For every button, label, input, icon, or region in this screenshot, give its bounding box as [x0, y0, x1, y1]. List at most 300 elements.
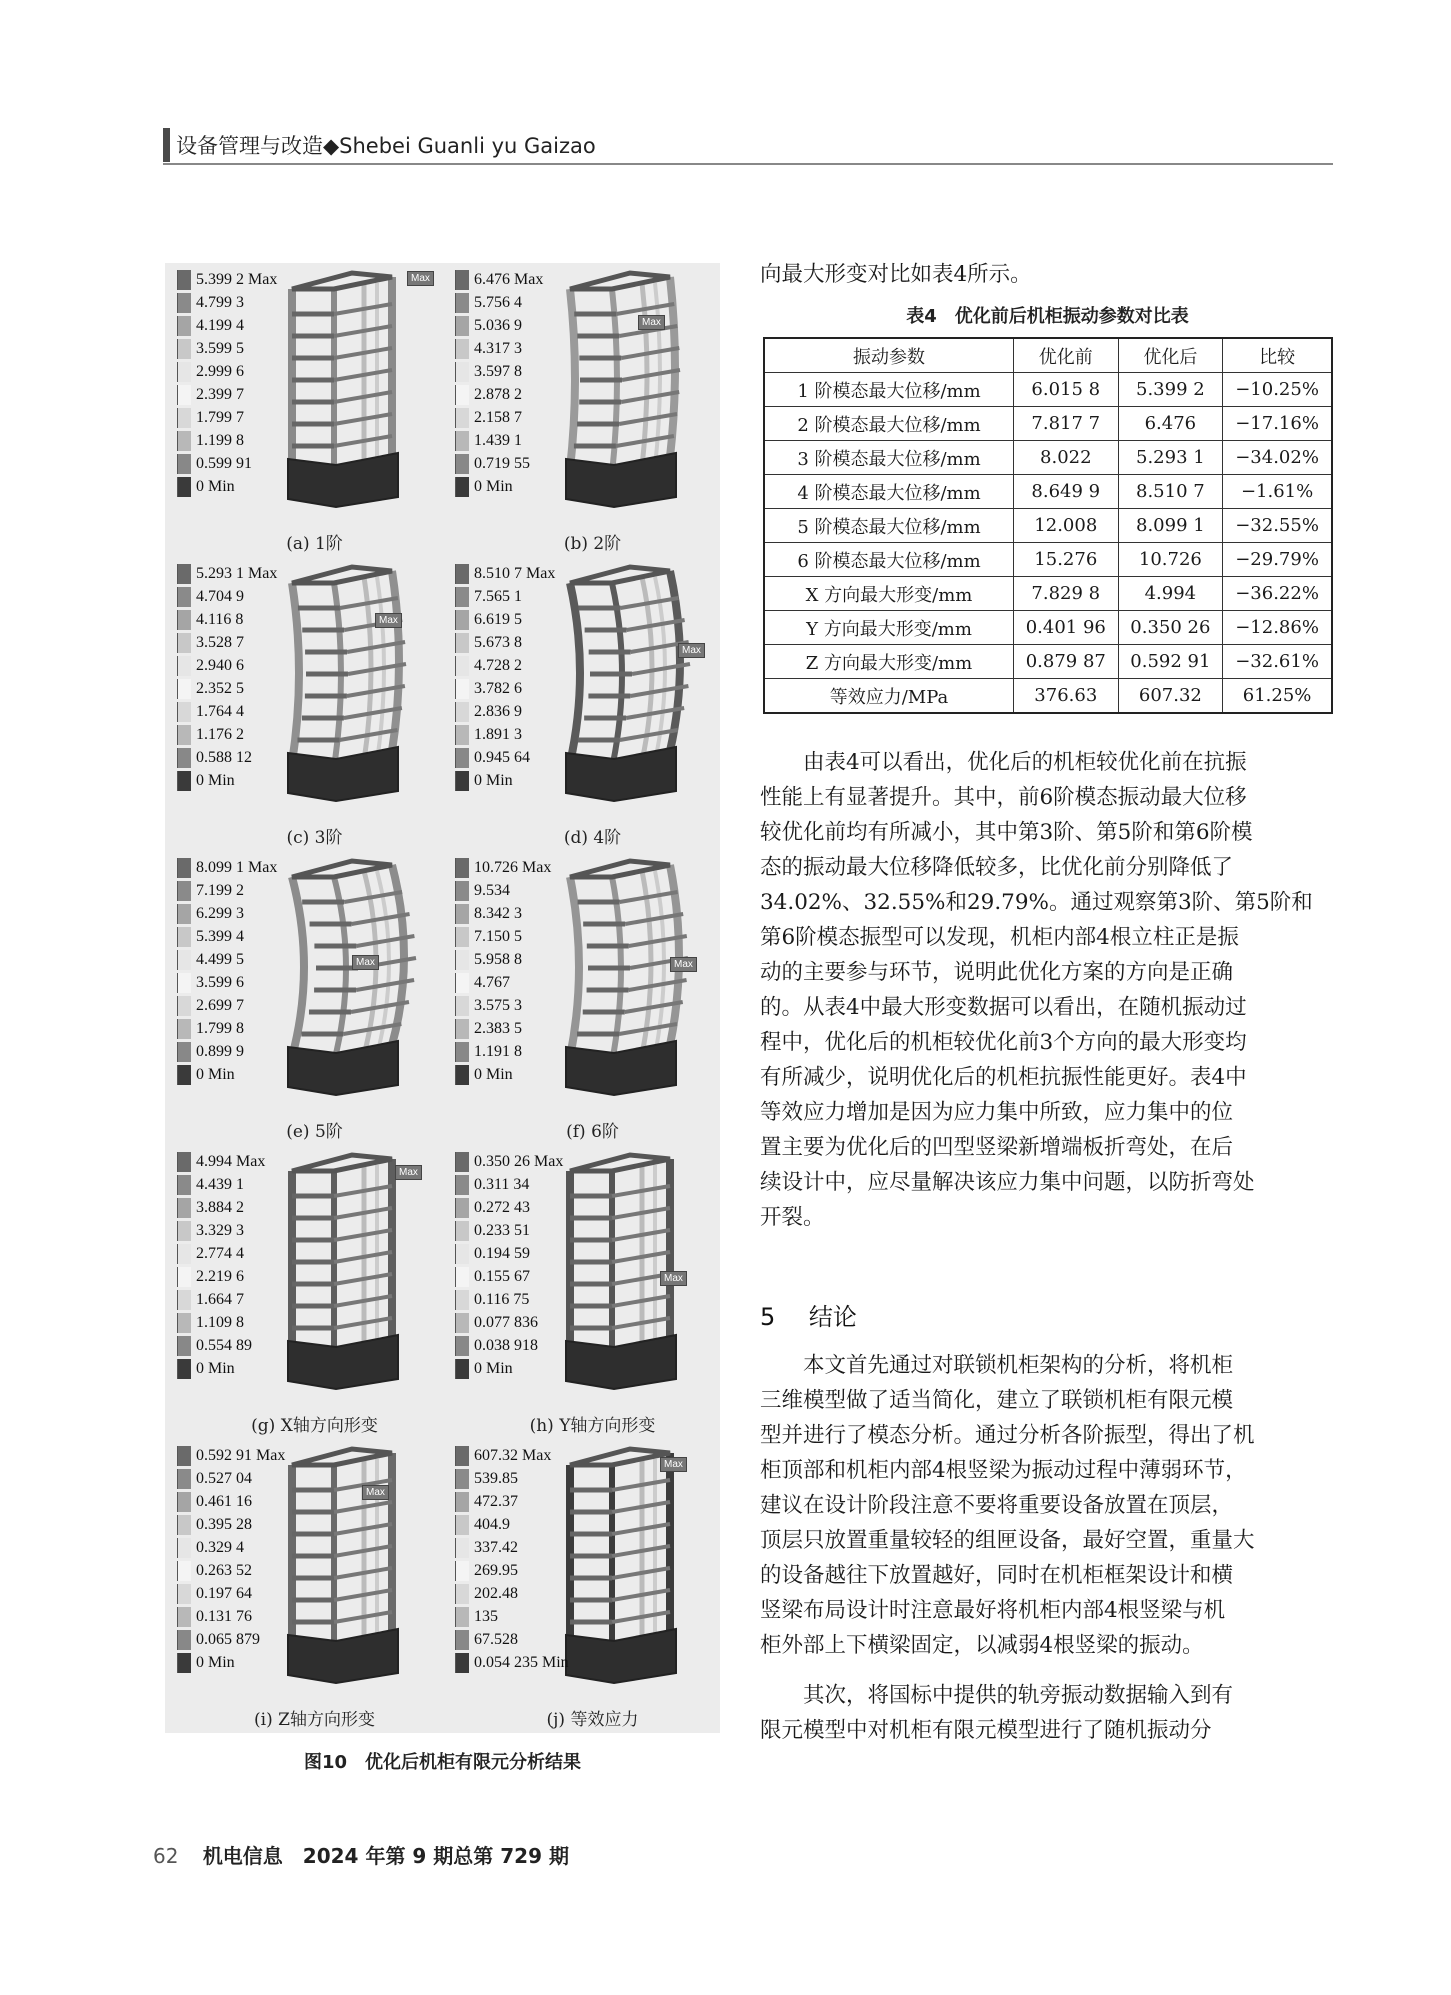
text-line: 限元模型中对机柜有限元模型进行了随机振动分: [760, 1718, 1212, 1743]
legend-swatch: [177, 1336, 191, 1356]
table-cell: −34.02%: [1223, 441, 1332, 475]
legend-label: 4.317 3: [474, 340, 522, 357]
legend-label: 0.350 26 Max: [474, 1153, 564, 1170]
legend-swatch: [455, 1359, 469, 1379]
text-line: 第6阶模态振型可以发现，机柜内部4根立柱正是振: [760, 925, 1239, 950]
legend-entry: [455, 586, 522, 608]
text-line: 续设计中，应尽量解决该应力集中问题，以防折弯处: [760, 1170, 1255, 1195]
legend-swatch: [455, 927, 469, 947]
legend-label: 6.619 5: [474, 611, 522, 628]
legend-label: 5.958 8: [474, 951, 522, 968]
legend-swatch: [455, 316, 469, 336]
legend-label: 0.155 67: [474, 1268, 530, 1285]
legend-label: 404.9: [474, 1516, 510, 1533]
legend-entry: [177, 857, 277, 879]
legend-label: 1.176 2: [196, 726, 244, 743]
legend-swatch: [177, 362, 191, 382]
table-cell: −32.61%: [1223, 645, 1332, 679]
legend-label: 8.510 7 Max: [474, 565, 556, 582]
figure-panel: [177, 269, 452, 557]
legend-label: 1.109 8: [196, 1314, 244, 1331]
legend-label: 337.42: [474, 1539, 518, 1556]
legend-entry: [455, 1537, 518, 1559]
legend-entry: [455, 857, 551, 879]
table-row: [764, 509, 1332, 543]
legend-swatch: [177, 1065, 191, 1085]
comparison-table: [763, 337, 1333, 714]
page-number: 62: [153, 1844, 179, 1868]
legend-label: 1.199 8: [196, 432, 244, 449]
legend-label: 0.131 76: [196, 1608, 252, 1625]
legend-swatch: [177, 1469, 191, 1489]
table-cell: −29.79%: [1223, 543, 1332, 577]
legend-label: 1.664 7: [196, 1291, 244, 1308]
legend-label: 1.799 8: [196, 1020, 244, 1037]
legend-entry: [455, 609, 522, 631]
subfigure-caption: (f) 6阶: [566, 1122, 619, 1142]
legend-label: 2.399 7: [196, 386, 244, 403]
legend-swatch: [455, 904, 469, 924]
legend-swatch: [455, 858, 469, 878]
table-cell: 5.293 1: [1118, 441, 1223, 475]
legend-entry: [177, 609, 243, 631]
legend-label: 0.527 04: [196, 1470, 252, 1487]
cabinet-model-image: [272, 563, 422, 803]
legend-entry: [177, 1629, 260, 1651]
table-cell: 0.401 96: [1014, 611, 1119, 645]
legend-entry: [455, 1583, 518, 1605]
subfigure-caption: (h) Y轴方向形变: [529, 1416, 656, 1436]
legend-entry: [177, 1606, 252, 1628]
legend-label: 0 Min: [196, 1360, 235, 1377]
legend-entry: [177, 315, 244, 337]
legend-entry: [177, 563, 277, 585]
table-cell: −12.86%: [1223, 611, 1332, 645]
legend-swatch: [455, 564, 469, 584]
header-rule: [163, 163, 1333, 165]
legend-entry: [455, 1018, 522, 1040]
legend-swatch: [177, 1561, 191, 1581]
legend-swatch: [177, 725, 191, 745]
legend-entry: [455, 949, 522, 971]
legend-swatch: [455, 1446, 469, 1466]
legend-swatch: [455, 408, 469, 428]
legend-swatch: [455, 1538, 469, 1558]
max-marker-tag: Max: [638, 315, 665, 330]
legend-entry: [177, 1652, 235, 1674]
legend-swatch: [455, 385, 469, 405]
legend-entry: [177, 1151, 265, 1173]
text-line: 开裂。: [760, 1205, 825, 1230]
legend-swatch: [177, 316, 191, 336]
legend-entry: [177, 1220, 244, 1242]
legend-label: 1.764 4: [196, 703, 244, 720]
table-cell: 5.399 2: [1118, 373, 1223, 407]
legend-swatch: [177, 1359, 191, 1379]
legend-swatch: [455, 725, 469, 745]
section-title: 结论: [808, 1303, 857, 1331]
legend-entry: [177, 949, 244, 971]
legend-label: 2.699 7: [196, 997, 244, 1014]
legend-label: 4.116 8: [196, 611, 244, 628]
subfigure-caption: (a) 1阶: [286, 534, 343, 554]
legend-swatch: [177, 408, 191, 428]
legend-label: 4.767: [474, 974, 510, 991]
legend-swatch: [455, 477, 469, 497]
legend-entry: [455, 632, 522, 654]
legend-entry: [455, 903, 522, 925]
legend-entry: [177, 1174, 244, 1196]
legend-entry: [177, 269, 277, 291]
table-cell: X 方向最大形变/mm: [764, 577, 1014, 611]
legend-entry: [455, 1652, 569, 1674]
legend-swatch: [177, 339, 191, 359]
legend-entry: [177, 1289, 244, 1311]
legend-entry: [455, 269, 543, 291]
legend-entry: [455, 1514, 510, 1536]
legend-entry: [177, 1197, 244, 1219]
legend-entry: [455, 1243, 530, 1265]
legend-label: 5.293 1 Max: [196, 565, 278, 582]
legend-label: 0.038 918: [474, 1337, 538, 1354]
legend-swatch: [455, 702, 469, 722]
legend-swatch: [177, 633, 191, 653]
legend-label: 0.272 43: [474, 1199, 530, 1216]
legend-entry: [455, 770, 513, 792]
max-marker-tag: Max: [660, 1457, 687, 1472]
table-cell: 4.994: [1118, 577, 1223, 611]
legend-swatch: [177, 1152, 191, 1172]
legend-entry: [177, 747, 252, 769]
table-cell: 6.476: [1118, 407, 1223, 441]
legend-label: 0 Min: [474, 1066, 513, 1083]
max-marker-tag: Max: [678, 643, 705, 658]
legend-label: 5.673 8: [474, 634, 522, 651]
legend-swatch: [177, 431, 191, 451]
legend-entry: [177, 1266, 244, 1288]
legend-label: 4.994 Max: [196, 1153, 266, 1170]
text-line: 由表4可以看出，优化后的机柜较优化前在抗振: [760, 750, 1247, 775]
text-line: 的。从表4中最大形变数据可以看出，在随机振动过: [760, 995, 1247, 1020]
text-line: 三维模型做了适当简化，建立了联锁机柜有限元模: [760, 1388, 1234, 1413]
legend-entry: [455, 1266, 530, 1288]
legend-label: 0.263 52: [196, 1562, 252, 1579]
legend-swatch: [177, 996, 191, 1016]
legend-label: 2.158 7: [474, 409, 522, 426]
legend-entry: [177, 1583, 252, 1605]
legend-entry: [455, 1312, 538, 1334]
cabinet-model-image: [272, 1151, 422, 1391]
table-row: [764, 543, 1332, 577]
legend-entry: [455, 361, 522, 383]
table-cell: 1 阶模态最大位移/mm: [764, 373, 1014, 407]
legend-label: 6.476 Max: [474, 271, 544, 288]
text-line: 柜外部上下横梁固定，以减弱4根竖梁的振动。: [760, 1633, 1204, 1658]
legend-label: 8.099 1 Max: [196, 859, 278, 876]
section-heading: [760, 1297, 857, 1332]
legend-label: 0.945 64: [474, 749, 530, 766]
cabinet-model-image: [550, 1445, 700, 1685]
legend-swatch: [455, 1042, 469, 1062]
text-line: 柜顶部和机柜内部4根竖梁为振动过程中薄弱环节，: [760, 1458, 1247, 1483]
legend-label: 0.588 12: [196, 749, 252, 766]
figure-panel: [177, 1151, 452, 1439]
legend-swatch: [455, 431, 469, 451]
text-line: 34.02%、32.55%和29.79%。通过观察第3阶、第5阶和: [760, 890, 1313, 915]
legend-swatch: [455, 1492, 469, 1512]
legend-swatch: [177, 1630, 191, 1650]
legend-label: 135: [474, 1608, 498, 1625]
text-line: 有所减少，说明优化后的机柜抗振性能更好。表4中: [760, 1065, 1247, 1090]
table-row: [764, 373, 1332, 407]
legend-swatch: [455, 1469, 469, 1489]
legend-entry: [455, 384, 522, 406]
cabinet-model-image: [550, 269, 700, 509]
table-cell: 8.510 7: [1118, 475, 1223, 509]
legend-label: 3.597 8: [474, 363, 522, 380]
table-cell: 5 阶模态最大位移/mm: [764, 509, 1014, 543]
header-text: 设备管理与改造◆Shebei Guanli yu Gaizao: [176, 134, 596, 158]
legend-swatch: [177, 904, 191, 924]
text-line: 性能上有显著提升。其中，前6阶模态振动最大位移: [760, 785, 1247, 810]
legend-label: 0.329 4: [196, 1539, 244, 1556]
legend-entry: [455, 430, 522, 452]
legend-swatch: [177, 1313, 191, 1333]
legend-swatch: [177, 950, 191, 970]
legend-entry: [177, 880, 244, 902]
subfigure-caption: (i) Z轴方向形变: [254, 1710, 375, 1730]
legend-label: 7.199 2: [196, 882, 244, 899]
legend-label: 3.599 5: [196, 340, 244, 357]
legend-swatch: [177, 1607, 191, 1627]
table-cell: 0.592 91: [1118, 645, 1223, 679]
intro-line: 向最大形变对比如表4所示。: [760, 262, 1032, 287]
table-row: [764, 577, 1332, 611]
legend-label: 9.534: [474, 882, 510, 899]
legend-swatch: [177, 858, 191, 878]
legend-swatch: [455, 996, 469, 1016]
cabinet-model-image: [550, 857, 700, 1097]
legend-swatch: [455, 293, 469, 313]
table-row: [764, 475, 1332, 509]
figure-panel: [177, 857, 452, 1145]
text-line: 程中，优化后的机柜较优化前3个方向的最大形变均: [760, 1030, 1247, 1055]
table-cell: 3 阶模态最大位移/mm: [764, 441, 1014, 475]
legend-entry: [177, 586, 244, 608]
legend-entry: [455, 747, 530, 769]
legend-label: 3.528 7: [196, 634, 244, 651]
legend-swatch: [455, 1198, 469, 1218]
table-row: [764, 645, 1332, 679]
legend-entry: [177, 632, 244, 654]
legend-swatch: [455, 656, 469, 676]
legend-label: 202.48: [474, 1585, 518, 1602]
legend-entry: [455, 292, 522, 314]
legend-label: 3.782 6: [474, 680, 522, 697]
legend-label: 539.85: [474, 1470, 518, 1487]
legend-label: 0 Min: [474, 1360, 513, 1377]
legend-label: 4.704 9: [196, 588, 244, 605]
legend-entry: [177, 384, 244, 406]
legend-entry: [177, 972, 244, 994]
legend-label: 2.352 5: [196, 680, 244, 697]
legend-swatch: [455, 587, 469, 607]
legend-entry: [177, 926, 244, 948]
text-line: 顶层只放置重量较轻的组匣设备，最好空置，重量大: [760, 1528, 1255, 1553]
legend-entry: [455, 453, 530, 475]
legend-entry: [455, 701, 522, 723]
legend-label: 2.940 6: [196, 657, 244, 674]
legend-entry: [177, 1064, 235, 1086]
table-row: [764, 441, 1332, 475]
table-cell: −1.61%: [1223, 475, 1332, 509]
legend-label: 0.197 64: [196, 1585, 252, 1602]
text-line: 较优化前均有所减小，其中第3阶、第5阶和第6阶模: [760, 820, 1253, 845]
legend-swatch: [177, 1244, 191, 1264]
subfigure-caption: (g) X轴方向形变: [251, 1416, 378, 1436]
table-cell: 12.008: [1014, 509, 1119, 543]
legend-entry: [177, 770, 235, 792]
legend-swatch: [455, 454, 469, 474]
text-line: 本文首先通过对联锁机柜架构的分析，将机柜: [760, 1353, 1234, 1378]
legend-swatch: [177, 1267, 191, 1287]
legend-entry: [455, 1358, 513, 1380]
legend-entry: [455, 1064, 513, 1086]
table-header-row: [764, 338, 1332, 373]
legend-swatch: [455, 270, 469, 290]
legend-entry: [177, 1018, 244, 1040]
table-cell: Z 方向最大形变/mm: [764, 645, 1014, 679]
legend-label: 0.311 34: [474, 1176, 530, 1193]
table-header-cell: 优化后: [1118, 338, 1223, 373]
legend-swatch: [177, 1584, 191, 1604]
legend-entry: [177, 678, 244, 700]
legend-entry: [455, 926, 522, 948]
legend-swatch: [177, 1221, 191, 1241]
legend-entry: [455, 338, 522, 360]
legend-swatch: [455, 1019, 469, 1039]
legend-label: 0.554 89: [196, 1337, 252, 1354]
legend-entry: [455, 1289, 529, 1311]
table-cell: Y 方向最大形变/mm: [764, 611, 1014, 645]
legend-entry: [455, 1220, 530, 1242]
legend-entry: [455, 1335, 538, 1357]
legend-swatch: [177, 454, 191, 474]
legend-swatch: [177, 679, 191, 699]
legend-label: 0.065 879: [196, 1631, 260, 1648]
legend-entry: [177, 1041, 244, 1063]
legend-swatch: [455, 973, 469, 993]
paragraph-conclusion: [760, 1348, 1335, 1663]
figure-caption: 图10 优化后机柜有限元分析结果: [303, 1752, 582, 1773]
legend-entry: [177, 1312, 244, 1334]
legend-swatch: [177, 270, 191, 290]
legend-swatch: [177, 1198, 191, 1218]
legend-entry: [177, 1514, 252, 1536]
cabinet-model-image: [272, 857, 422, 1097]
legend-entry: [455, 1041, 522, 1063]
legend-label: 472.37: [474, 1493, 518, 1510]
legend-label: 2.774 4: [196, 1245, 244, 1262]
legend-entry: [177, 655, 244, 677]
legend-label: 4.199 4: [196, 317, 244, 334]
text-line: 其次，将国标中提供的轨旁振动数据输入到有: [760, 1683, 1234, 1708]
table-cell: 376.63: [1014, 679, 1119, 714]
legend-entry: [177, 361, 244, 383]
text-line: 等效应力增加是因为应力集中所致，应力集中的位: [760, 1100, 1234, 1125]
legend-swatch: [455, 1515, 469, 1535]
legend-swatch: [177, 973, 191, 993]
subfigure-caption: (d) 4阶: [563, 828, 622, 848]
legend-label: 4.499 5: [196, 951, 244, 968]
legend-label: 1.439 1: [474, 432, 522, 449]
legend-swatch: [177, 1175, 191, 1195]
journal-info: 机电信息 2024 年第 9 期总第 729 期: [202, 1844, 569, 1868]
legend-entry: [455, 476, 513, 498]
legend-swatch: [455, 1221, 469, 1241]
legend-entry: [455, 1174, 529, 1196]
legend-swatch: [455, 1313, 469, 1333]
table-cell: 61.25%: [1223, 679, 1332, 714]
legend-entry: [455, 724, 522, 746]
table-cell: −32.55%: [1223, 509, 1332, 543]
legend-label: 3.575 3: [474, 997, 522, 1014]
legend-swatch: [455, 1175, 469, 1195]
legend-label: 5.756 4: [474, 294, 522, 311]
legend-label: 0 Min: [196, 772, 235, 789]
legend-entry: [455, 1560, 518, 1582]
legend-label: 2.878 2: [474, 386, 522, 403]
table-header-cell: 振动参数: [764, 338, 1014, 373]
legend-entry: [455, 972, 510, 994]
table-cell: 8.099 1: [1118, 509, 1223, 543]
figure-panel: [177, 1445, 452, 1733]
max-marker-tag: Max: [407, 271, 434, 286]
table-cell: 0.879 87: [1014, 645, 1119, 679]
table-cell: 等效应力/MPa: [764, 679, 1014, 714]
legend-entry: [177, 1335, 252, 1357]
legend-swatch: [455, 748, 469, 768]
max-marker-tag: Max: [362, 1485, 389, 1500]
legend-label: 269.95: [474, 1562, 518, 1579]
legend-label: 0.592 91 Max: [196, 1447, 286, 1464]
table-cell: 607.32: [1118, 679, 1223, 714]
legend-swatch: [455, 1244, 469, 1264]
text-line: 态的振动最大位移降低较多，比优化前分别降低了: [760, 855, 1234, 880]
legend-entry: [177, 407, 244, 429]
legend-entry: [177, 724, 244, 746]
legend-swatch: [455, 362, 469, 382]
legend-swatch: [455, 1152, 469, 1172]
table-header-cell: 优化前: [1014, 338, 1119, 373]
legend-label: 0.395 28: [196, 1516, 252, 1533]
legend-swatch: [177, 1290, 191, 1310]
table-cell: 6 阶模态最大位移/mm: [764, 543, 1014, 577]
legend-swatch: [177, 1653, 191, 1673]
legend-swatch: [455, 339, 469, 359]
legend-label: 7.150 5: [474, 928, 522, 945]
legend-entry: [455, 1606, 498, 1628]
legend-label: 0.194 59: [474, 1245, 530, 1262]
legend-label: 0 Min: [474, 478, 513, 495]
legend-swatch: [455, 679, 469, 699]
paragraph-discussion: [760, 745, 1335, 1235]
legend-label: 1.891 3: [474, 726, 522, 743]
table-cell: −10.25%: [1223, 373, 1332, 407]
legend-entry: [455, 1629, 518, 1651]
legend-label: 2.383 5: [474, 1020, 522, 1037]
legend-entry: [177, 1243, 244, 1265]
